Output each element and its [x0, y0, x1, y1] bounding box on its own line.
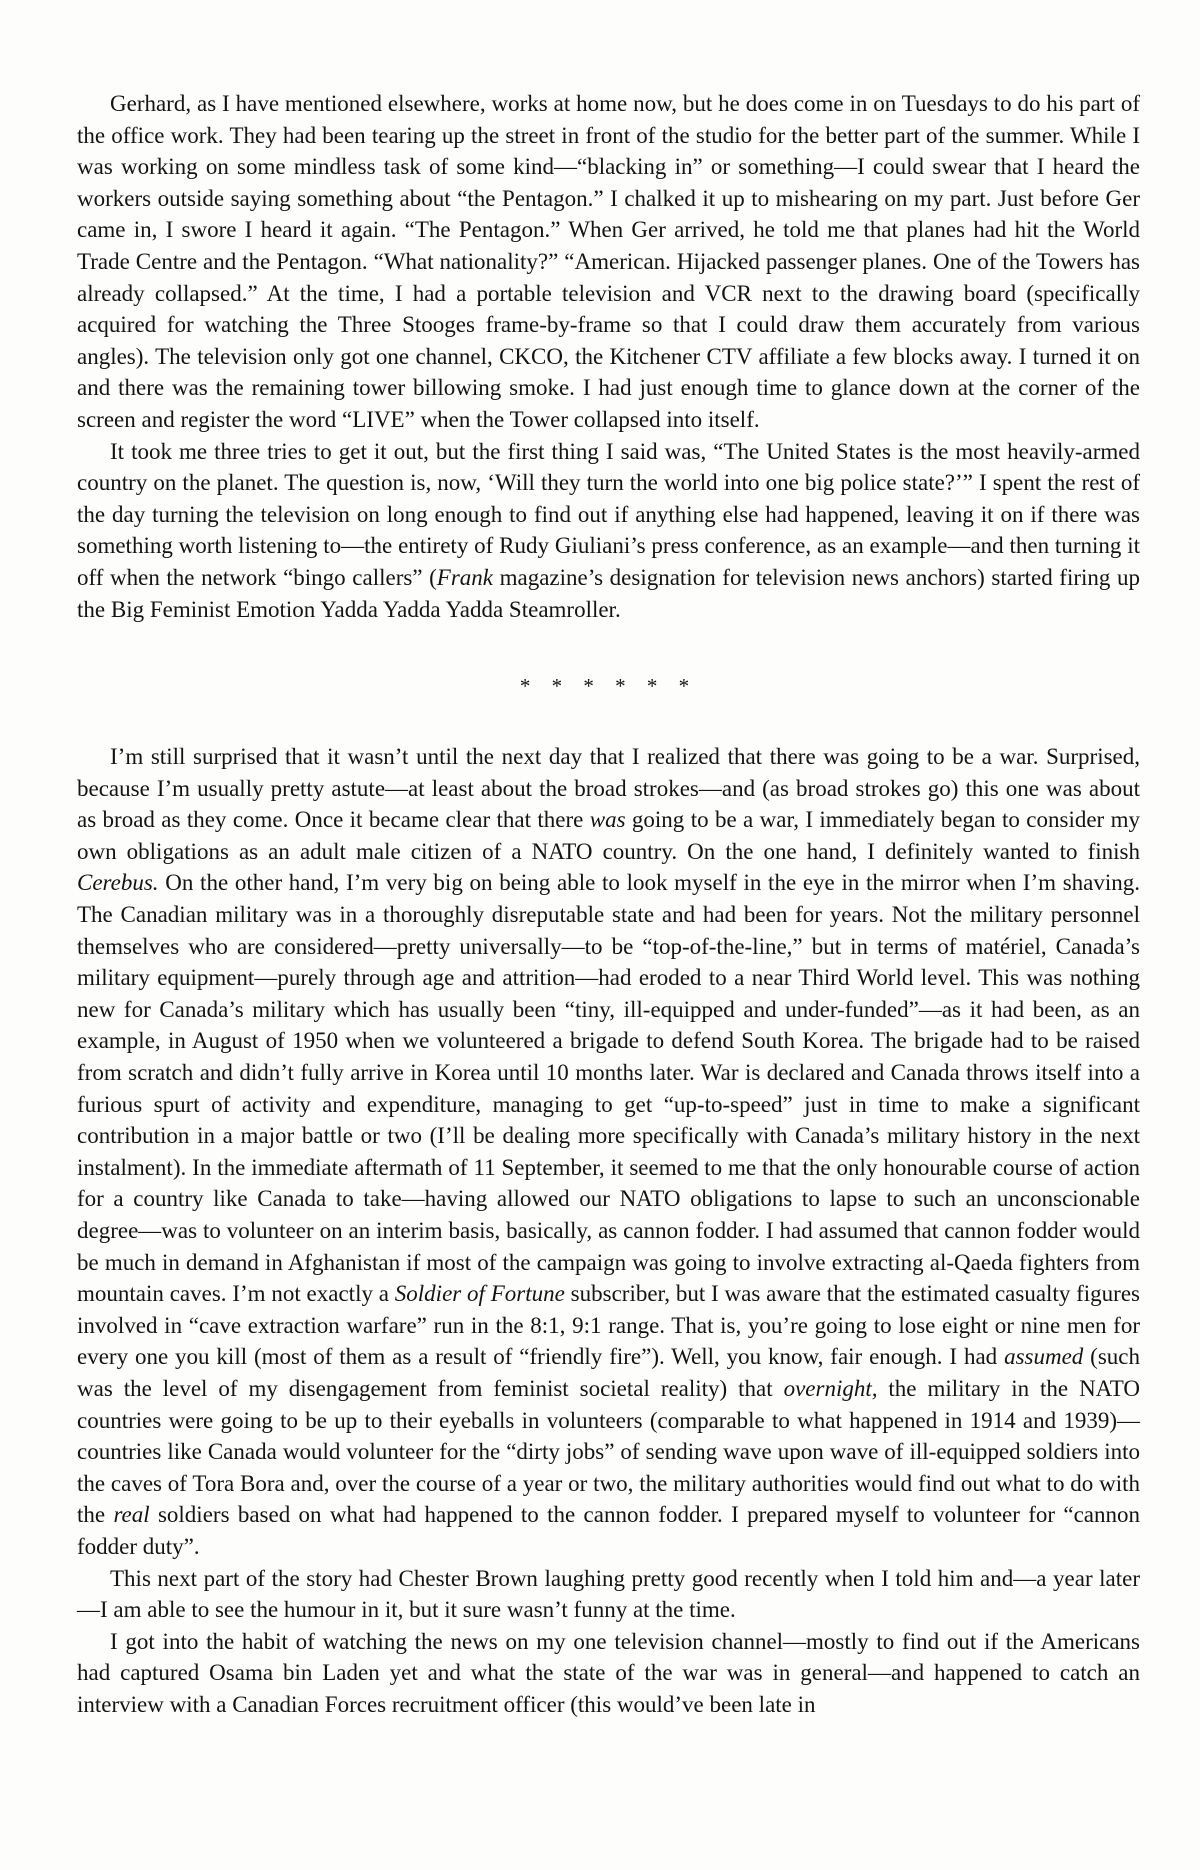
paragraph-text: I’m still surprised that it wasn’t until the next day that I realized that there was going to be a war. Surprised, because I’m usually pretty astute—at least about the broad strokes—and (as broad strokes go) this one was about as broad as they come. Once it became clear that there [77, 744, 1140, 833]
paragraph-news-habit [77, 1626, 1140, 1721]
italic-text: Frank [436, 564, 493, 590]
italic-text: real [113, 1502, 150, 1528]
paragraph-war-obligations [77, 741, 1140, 1562]
paragraph-text: This next part of the story had Chester Brown laughing pretty good recently when I told him and—a year later—I am able to see the humour in it, but it sure wasn’t funny at the time. [77, 1565, 1140, 1623]
paragraph-gerhard-pentagon [77, 88, 1140, 436]
italic-text: was [589, 807, 626, 833]
paragraph-text: subscriber, but I was aware that the estimated casualty figures involved in “cave extraction warfare” run in the 8:1, 9:1 range. That is, you’re going to lose eight or nine men for every one you kill (most of them as a result of “friendly fire”). Well, you know, fair enough. I had [77, 1281, 1140, 1370]
italic-text: Cerebus. [77, 870, 159, 896]
paragraph-text: On the other hand, I’m very big on being able to look myself in the eye in the mirror when I’m shaving. The Canadian military was in a thoroughly disreputable state and had been for years. Not the military personnel themselves who are considered—pretty universally—to be “top-of-the-line,” but in terms of matériel, Canada’s military equipment—purely through age and attrition—had eroded to a near Third World level. This was nothing new for Canada’s military which has usually been “tiny, ill-equipped and under-funded”—as it had been, as an example, in August of 1950 when we volunteered a brigade to defend South Korea. The brigade had to be raised from scratch and didn’t fully arrive in Korea until 10 months later. War is declared and Canada throws itself into a furious spurt of activity and expenditure, managing to get “up-to-speed” just in time to make a significant contribution in a major battle or two (I’ll be dealing more specifically with Canada’s military history in the next instalment). In the immediate aftermath of 11 September, it seemed to me that the only honourable course of action for a country like Canada to take—having allowed our NATO obligations to lapse to such an unconscionable degree—was to volunteer on an interim basis, basically, as cannon fodder. I had assumed that cannon fodder would be much in demand in Afghanistan if most of the campaign was going to involve extracting al-Qaeda fighters from mountain caves. I’m not exactly a [77, 870, 1140, 1307]
paragraph-text: the military in the NATO countries were going to be up to their eyeballs in volunteers (comparable to what happened in 1914 and 1939)—countries like Canada would volunteer for the “dirty jobs” of sending wave upon wave of ill-equipped soldiers into the caves of Tora Bora and, over the course of a year or two, the military authorities would find out what to do with the [77, 1375, 1140, 1528]
paragraph-first-reaction [77, 436, 1140, 626]
paragraph-text: Gerhard, as I have mentioned elsewhere, works at home now, but he does come in on Tuesdays to do his part of the office work. They had been tearing up the street in front of the studio for the better part of the summer. While I was working on some mindless task of some kind—“blacking in” or something—I could swear that I heard the workers outside saying something about “the Pentagon.” I chalked it up to mishearing on my part. Just before Ger came in, I swore I heard it again. “The Pentagon.” When Ger arrived, he told me that planes had hit the World Trade Centre and the Pentagon. “What nationality?” “American. Hijacked passenger planes. One of the Towers has already collapsed.” At the time, I had a portable television and VCR next to the drawing board (specifically acquired for watching the Three Stooges frame-by-frame so that I could draw them accurately from various angles). The television only got one channel, CKCO, the Kitchener CTV affiliate a few blocks away. I turned it on and there was the remaining tower billowing smoke. I had just enough time to glance down at the corner of the screen and register the word “LIVE” when the Tower collapsed into itself. [77, 91, 1140, 432]
italic-text: overnight, [783, 1375, 878, 1401]
italic-text: assumed [1004, 1344, 1084, 1370]
section-divider: * * * * * * [519, 674, 698, 699]
paragraph-text: magazine’s designation for television news anchors) started firing up the Big Feminist Emotion Yadda Yadda Yadda Steamroller. [77, 564, 1141, 622]
paragraph-text: (such was the level of my disengagement from feminist societal reality) that [77, 1344, 1140, 1401]
italic-text: Soldier of Fortune [394, 1281, 565, 1307]
paragraph-text: going to be a war, I immediately began to consider my own obligations as an adult male citizen of a NATO country. On the one hand, I definitely wanted to finish [77, 807, 1140, 864]
paragraph-text: I got into the habit of watching the news on my one television channel—mostly to find out if the Americans had captured Osama bin Laden yet and what the state of the war was in general—and happened to catch an interview with a Canadian Forces recruitment officer (this would’ve been late in [77, 1628, 1140, 1717]
paragraph-text: It took me three tries to get it out, but the first thing I said was, “The United States is the most heavily-armed country on the planet. The question is, now, ‘Will they turn the world into one big police state?’” I spent the rest of the day turning the television on long enough to find out if anything else had happened, leaving it on if there was something worth listening to—the entirety of Rudy Giuliani’s press conference, as an example—and then turning it off when the network “bingo callers” ( [77, 438, 1140, 590]
paragraph-text: soldiers based on what had happened to the cannon fodder. I prepared myself to volunteer for “cannon fodder duty”. [77, 1502, 1140, 1559]
paragraph-chester-brown [77, 1563, 1140, 1626]
